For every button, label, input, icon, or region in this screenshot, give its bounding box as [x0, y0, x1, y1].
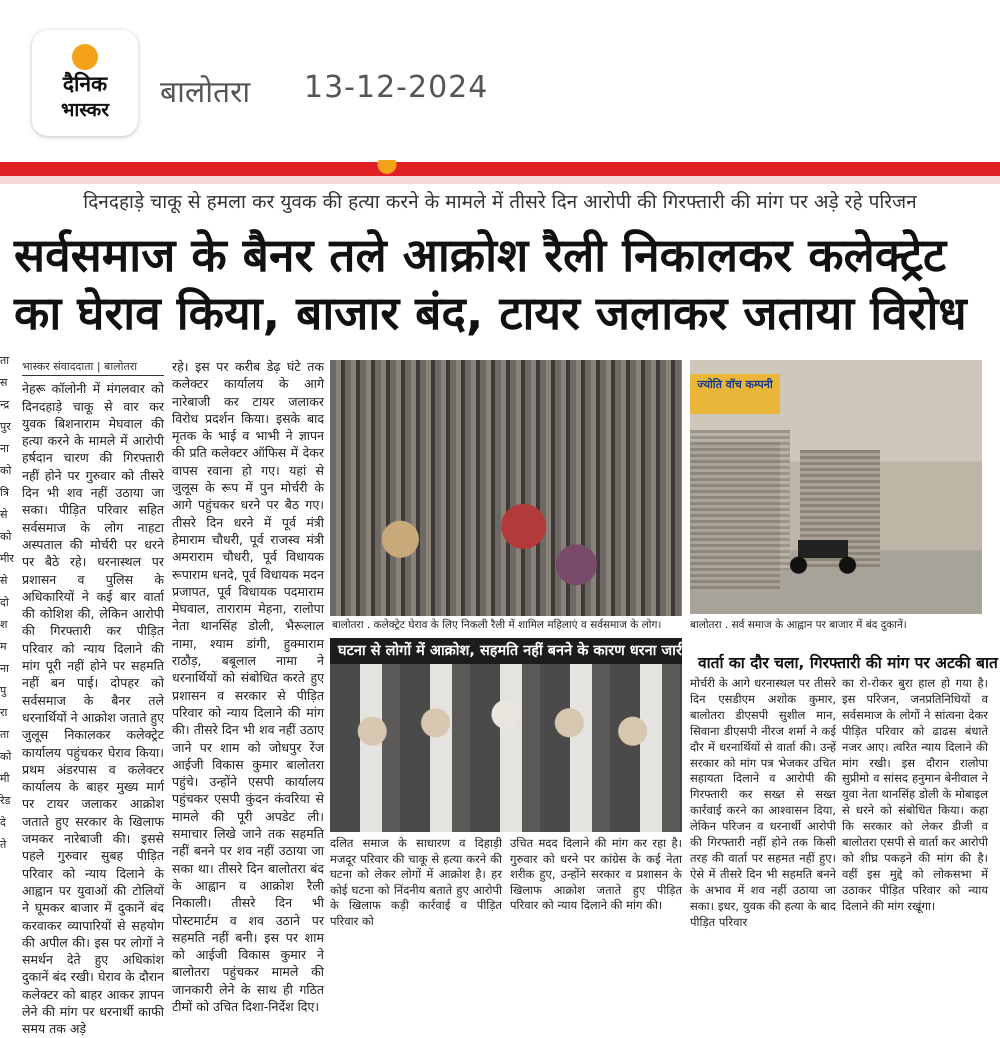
fragment-text: ना — [0, 662, 9, 675]
fragment-text: म — [0, 640, 7, 653]
fragment-text: पु — [0, 684, 7, 697]
section-column — [330, 836, 502, 928]
section-column — [690, 676, 836, 929]
edition-date: 13-12-2024 — [304, 70, 489, 105]
fragment-text: से — [0, 574, 8, 587]
section-body-text: का रो-रोकर बुरा हाल हो गया है। इस परिजन, जनप्रतिनिधियों व सर्वसमाज के लोगों ने सांत्वना देकर पीड़ित परिवार को ढाढस बंधाते नजर आए। त्वरित न्याय दिलाने की मांग रखी। इस दौरान रालोपा सुप्रीमो व सांसद हनुमान बेनीवाल ने युवा नेता थानसिंह डोली के मोबाइल से धरने को संबोधित किया। कहा कि सरकार को लेकर डीजी व बालोतरा एसपी से वार्ता कर आरोपी को शीघ्र पकड़ने की मांग की है। वहीं इस मुद्दे को लोकसभा में उठाकर पीड़ित परिवार को न्याय दिलाने की मांग रखूंगा। — [842, 676, 988, 913]
photo-caption: बालोतरा . सर्व समाज के आह्वान पर बाजार में बंद दुकानें। — [690, 619, 907, 631]
closed-shops-photo — [690, 360, 982, 614]
shop-sign: ज्योति वॉच कम्पनी — [694, 376, 776, 410]
article-body-text: रहे। इस पर करीब डेढ़ घंटे तक कलेक्टर कार्यालय के आगे नारेबाजी कर टायर जलाकर विरोध प्रदर्शन किया। इसके बाद मृतक के भाई व भाभी ने ज्ञापन की प्रति कलेक्टर ऑफिस में देकर वापस रवाना हो गए। यहां से जुलूस के रूप में पुन मोर्चरी के आगे पहुंचकर धरने पर बैठ गए। तीसरे दिन धरने में पूर्व मंत्री हेमाराम चौधरी, पूर्व राजस्व मंत्री अमराराम चौधरी, पूर्व विधायक रूपाराम धनदे, पूर्व विधायक मदन प्रजापत, पूर्व विधायक पदमाराम मेघवाल, ताराराम मेहना, रालोपा नेता थानसिंह डोली, भैरूलाल नामा, श्याम डांगी, हुक्माराम राठौड़, बबूलाल नामा ने धरनार्थियों को संबोधित करते हुए प्रशासन व सरकार से पीड़ित परिवार को न्याय दिलाने की मांग की। तीसरे दिन भी शव नहीं उठाए जाने पर शाम को जोधपुर रेंज आईजी विकास कुमार बालोतरा पहुंचे। उन्होंने एसपी कार्यालय पहुंचकर एसपी कुंदन कंवरिया से मामले की पूरी अपडेट ली। समाचार लिखे जाने तक सहमति नहीं बनने पर शव नहीं उठाया जा सका था। तीसरे दिन बालोतरा बंद के आह्वान व आक्रोश रैली निकाली। तीसरे दिन भी पोस्टमार्टम व शव उठाने पर सहमति नहीं बनी। इस पर शाम को आईजी विकास कुमार ने बालोतरा पहुंचकर मामले की जानकारी लेने के साथ ही गठित टीमों को उचित दिशा-निर्देश दिए। — [172, 359, 324, 1014]
section-heading: वार्ता का दौर चला, गिरफ्तारी की मांग पर अटकी बात — [698, 654, 998, 672]
motorcycle — [788, 530, 858, 574]
fragment-text: से — [0, 508, 8, 521]
app-header — [0, 0, 1000, 160]
section-body-text: उचित मदद दिलाने की मांग कर रहा है। गुरुवार को धरने पर कांग्रेस के कई नेता शरीक हुए, उन्होंने सरकार व प्रशासन के खिलाफ आक्रोश जताते हुए पीड़ित परिवार को न्याय दिलाने की मांग की। — [510, 836, 682, 912]
sun-icon — [72, 44, 98, 70]
edition-city: बालोतरा — [160, 75, 251, 110]
divider — [0, 176, 1000, 184]
rally-photo — [330, 360, 682, 616]
fragment-text: दो — [0, 596, 9, 609]
fragment-text: ता — [0, 728, 10, 741]
fragment-text: रा — [0, 706, 8, 719]
fragment-text: को — [0, 750, 12, 763]
fragment-text: को — [0, 464, 12, 477]
section-body-text: मोर्चरी के आगे धरनास्थल पर तीसरे दिन एसडीएम अशोक कुमार, बालोतरा डीएसपी सुशील मान, सिवाना डीएसपी नीरज शर्मा ने कई दौर में धरनार्थियों से वार्ता की। उन्हें सरकार को मांग पत्र भेजकर उचित सहायता दिलाने व आरोपी की गिरफ्तारी कर सख्त से सख्त कार्रवाई करने का आश्वासन दिया, लेकिन परिजन व धरनार्थी आरोपी की गिरफ्तारी नहीं होने तक किसी तरह की वार्ता पर सहमत नहीं हुए। ऐसे में तीसरे दिन भी सहमति बनने के अभाव में शव नहीं उठाया जा सका। इधर, युवक की हत्या के बाद पीड़ित परिवार — [690, 676, 836, 929]
fragment-text: पुर — [0, 420, 11, 433]
fragment-text: दे — [0, 816, 6, 829]
fragment-text: श — [0, 618, 8, 631]
masthead-band — [0, 162, 1000, 176]
byline: भास्कर संवाददाता | बालोतरा — [22, 358, 164, 376]
article-headline: सर्वसमाज के बैनर तले आक्रोश रैली निकालकर कलेक्ट्रेट का घेराव किया, बाजार बंद, टायर जलाकर जताया विरोध — [14, 228, 967, 340]
fragment-text: मीर — [0, 552, 14, 565]
shop-shutter — [690, 442, 780, 592]
fragment-text: ना — [0, 442, 9, 455]
adjacent-column-fragment — [0, 350, 14, 910]
dainik-bhaskar-logo[interactable] — [32, 30, 138, 136]
article-body-text: नेहरू कॉलोनी में मंगलवार को दिनदहाड़े चाकू से वार कर युवक बिशनाराम मेघवाल की हत्या करने के मामले में आरोपी हर्षदान चारण की गिरफ्तारी नहीं होने पर गुरुवार को तीसरे दिन भी शव नहीं उठाया जा सका। पीड़ित परिवार सहित सर्वसमाज के लोग नाहटा अस्पताल की मोर्चरी पर धरने पर बैठे रहे। धरनास्थल पर प्रशासन व पुलिस के अधिकारियों ने कई बार वार्ता की कोशिश की, लेकिन आरोपी की गिरफ्तारी कर पीड़ित परिवार को न्याय दिलाने की मांग पूरी नहीं होने पर सहमति नहीं बन पाई। दोपहर को सर्वसमाज के बैनर तले धरनार्थियों ने आक्रोश जताते हुए जुलूस निकालकर कलेक्ट्रेट कार्यालय पहुंचकर घेराव किया। प्रथम अंडरपास व कलेक्टर कार्यालय के बाहर मुख्य मार्ग पर टायर जलाकर आक्रोश जताते हुए सरकार के खिलाफ जमकर नारेबाजी की। इससे पहले गुरुवार सुबह पीड़ित परिवार को न्याय दिलाने के आह्वान पर युवाओं की टोलियों ने घूमकर बाजार में दुकानें बंद करवाकर व्यापारियों से सहयोग की अपील की। इस पर लोगों ने समर्थन देते हुए अधिकांश दुकानें बंद रखी। घेराव के दौरान कलेक्टर को बाहर आकर ज्ञापन लेने की मांग पर धरनार्थी काफी समय तक अड़े — [22, 381, 164, 1037]
article-column-1 — [22, 358, 164, 1037]
protest-leaders-photo — [330, 664, 682, 832]
fragment-text: ता — [0, 354, 10, 367]
fragment-text: रेड — [0, 794, 11, 807]
logo-text-line2: भास्कर — [60, 99, 110, 121]
section-column — [510, 836, 682, 918]
section-column — [842, 676, 988, 918]
fragment-text: मी — [0, 772, 10, 785]
photo-caption: बालोतरा . कलेक्ट्रेट घेराव के लिए निकली रैली में शामिल महिलाएं व सर्वसमाज के लोग। — [332, 619, 662, 631]
section-body-text: दलित समाज के साधारण व दिहाड़ी मजदूर परिवार की चाकू से हत्या करने की घटना को लेकर लोगों में आक्रोश है। हर कोई घटना को निंदनीय बताते हुए आरोपी के खिलाफ कड़ी कार्रवाई व पीड़ित परिवार को — [330, 836, 502, 928]
article-subheadline: दिनदहाड़े चाकू से हमला कर युवक की हत्या करने के मामले में तीसरे दिन आरोपी की गिरफ्तारी की मांग पर अड़े रहे परिजन — [83, 191, 917, 213]
logo-text-line1: दैनिक — [62, 72, 108, 96]
section-heading: घटना से लोगों में आक्रोश, सहमति नहीं बनने के कारण धरना जारी — [330, 638, 682, 664]
fragment-text: न्द्र — [0, 398, 10, 411]
fragment-text: त्रि — [0, 486, 9, 499]
fragment-text: ते — [0, 838, 7, 851]
fragment-text: को — [0, 530, 12, 543]
fragment-text: स — [0, 376, 8, 389]
article-column-2 — [172, 358, 324, 1014]
